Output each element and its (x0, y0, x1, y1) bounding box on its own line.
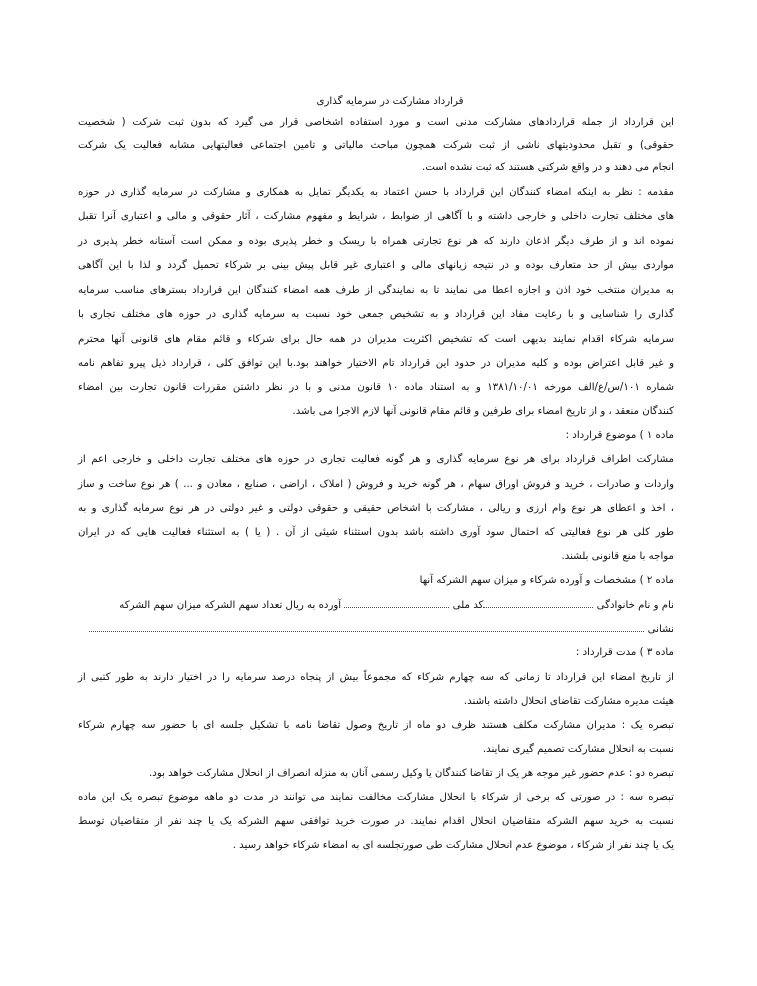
article-1-heading: ماده ۱ ) موضوع قرارداد : (565, 430, 674, 441)
note-3-line-2: نسبت به خرید سهم الشرکه متقاضیان انحلال اقدام نمایند. در صورت خرید توافقی سهم الشرکه یک یا چند نفر از متقاضیان توسط (78, 816, 674, 827)
article-1-line-2: واردات و صادرات ، خرید و فروش اوراق سهام ، هر گونه خرید و فروش ( املاک ، اراضی ، صنایع ، معادن و ... ) هر نوع ساخت و ساز (78, 479, 674, 490)
intro-line-1: این قرارداد از جمله قراردادهای مشارکت مدنی است و مورد استفاده اشخاصی قرار می گیرد که بدون ثبت شرکت ( شخصیت (78, 117, 674, 128)
article-3-line-2: هیئت مدیره مشارکت تقاضای انحلال داشته باشند. (463, 696, 674, 707)
national-code-label: کد ملی (452, 600, 484, 611)
preamble-line-10: کنندگان منعقد ، و از تاریخ امضاء برای طرفین و قائم مقام قانونی آنها لازم الاجرا می باشد. (292, 406, 674, 417)
article-1-line-1: مشارکت اطراف قرارداد برای هر نوع سرمایه گذاری و هر گونه فعالیت تجاری در حوزه های مختلف تجارت داخلی و خارجی اعم از (78, 454, 674, 465)
preamble-line-6: گذاری را شناسایی و با رعایت مفاد این قرارداد و به تشخیص جمعی خود نسبت به سرمایه گذاری در حوزه های مختلف تجاری با (78, 309, 674, 320)
note-2: تبصره دو : عدم حضور غیر موجه هر یک از تقاضا کنندگان یا وکیل رسمی آنان به منزله انصراف از انحلال مشارکت خواهد بود. (149, 768, 674, 779)
note-1-line-1: تبصره یک : مدیران مشارکت مکلف هستند ظرف دو ماه از تاریخ وصول تقاضا نامه با تشکیل جلسه ای با حضور سه چهارم شرکاء (78, 720, 674, 731)
article-3-heading: ماده ۳ ) مدت قرارداد : (575, 647, 674, 658)
national-code-field[interactable] (344, 597, 449, 608)
article-3-line-1: از تاریخ امضاء این قرارداد تا زمانی که سه چهارم شرکاء که مجموعاً بیش از پنجاه درصد سرمایه را در اختیار دارند به طور کتبی از (78, 672, 674, 683)
address-row (78, 621, 674, 637)
note-1-line-2: نسبت به انحلال مشارکت تصمیم گیری نمایند. (482, 744, 674, 755)
preamble-line-7: سرمایه شرکاء اقدام نمایند بدیهی است که تشخیص اکثریت مدیران در همه حال برای شرکاء و قائم مقام های قانونی آنها محترم (78, 334, 674, 345)
article-2-heading: ماده ۲ ) مشخصات و آورده شرکاء و میزان سهم الشرکه آنها (419, 575, 674, 586)
contribution-label: آورده به ریال تعداد سهم الشرکه میزان سهم الشرکه (119, 600, 342, 611)
article-1-line-4: طور کلی هر نوع فعالیتی که احتمال سود آوری داشته باشد بدون استثناء شیئی از آن . ( یا ) به استثناء فعالیت هایی که در ایران (78, 527, 674, 538)
preamble-line-8: و غیر قابل اعتراض بوده و کلیه مدیران در حدود این قرارداد تام الاختیار خواهند بود.با این توافق کلی ، قرارداد ذیل پیرو تفاهم نامه (78, 358, 674, 369)
name-label: نام و نام خانوادگی (596, 600, 674, 611)
preamble-line-9: شماره ۱۰۱/س/ع/الف مورخه ۱۳۸۱/۱۰/۰۱ و به استناد ماده ۱۰ قانون مدنی و با در نظر داشتن مقررات قانون تجارت بین امضاء (78, 382, 674, 393)
preamble-line-5: به مدیران منتخب خود اذن و اجازه اعطا می نمایند تا به نمایندگی از طرف همه امضاء کنندگان این قرارداد بسترهای مناسب سرمایه (78, 285, 674, 296)
preamble-line-4: مواردی بیش از حد متعارف بوده و در نتیجه زیانهای مالی و اعتباری غیر قابل پیش بینی بر شرکاء تحمیل گردد و لذا با این آگاهی (78, 260, 674, 271)
page-title: قرارداد مشارکت در سرمایه گذاری (316, 96, 464, 107)
intro-line-3: انجام می دهند و در واقع شرکتی هستند که ثبت نشده است. (422, 162, 674, 173)
intro-line-2: حقوقی) و تقبل محدودیتهای ناشی از ثبت شرکت همچون مباحث مالیاتی و تامین اجتماعی فعالیتهایی مشابه فعالیت یک شرکت (78, 140, 674, 151)
address-label: نشانی (647, 624, 674, 635)
article-1-line-5: مواجه با منع قانونی بلشند. (561, 551, 674, 562)
preamble-line-3: نموده اند و از طرف دیگر اذعان دارند که هر نوع تجارتی همراه با ریسک و خطر پذیری بوده و ممکن است آستانه خطر پذیری در (78, 236, 674, 247)
note-3-line-3: یک یا چند نفر از شرکاء ، موضوع عدم انحلال مشارکت طی صورتجلسه ای به امضاء شرکاء خواهد رسید . (232, 840, 674, 851)
preamble-line-2: های مختلف تجارت داخلی و خارجی داشته و با آگاهی از ضوابط ، شرایط و مفهوم مشارکت ، آثار حقوقی و مالی و اعتباری آنرا تقبل (78, 211, 674, 222)
partner-row (78, 597, 674, 613)
preamble-line-1: مقدمه : نظر به اینکه امضاء کنندگان این قرارداد با حسن اعتماد به یکدیگر تمایل به همکاری و مشارکت در سرمایه گذاری در حوزه (78, 187, 674, 198)
address-field[interactable] (89, 621, 644, 632)
article-1-line-3: ، اخذ و اعطای هر نوع وام ارزی و ریالی ، مشارکت با اشخاص حقیقی و حقوقی دولتی و غیر دولتی در هر نوع سرمایه گذاری و به (78, 503, 674, 514)
note-3-line-1: تبصره سه : در صورتی که برخی از شرکاء با انحلال مشارکت مخالفت نمایند می توانند در مدت دو ماهه موضوع تبصره یک این ماده (78, 792, 674, 803)
name-field[interactable] (483, 597, 593, 608)
